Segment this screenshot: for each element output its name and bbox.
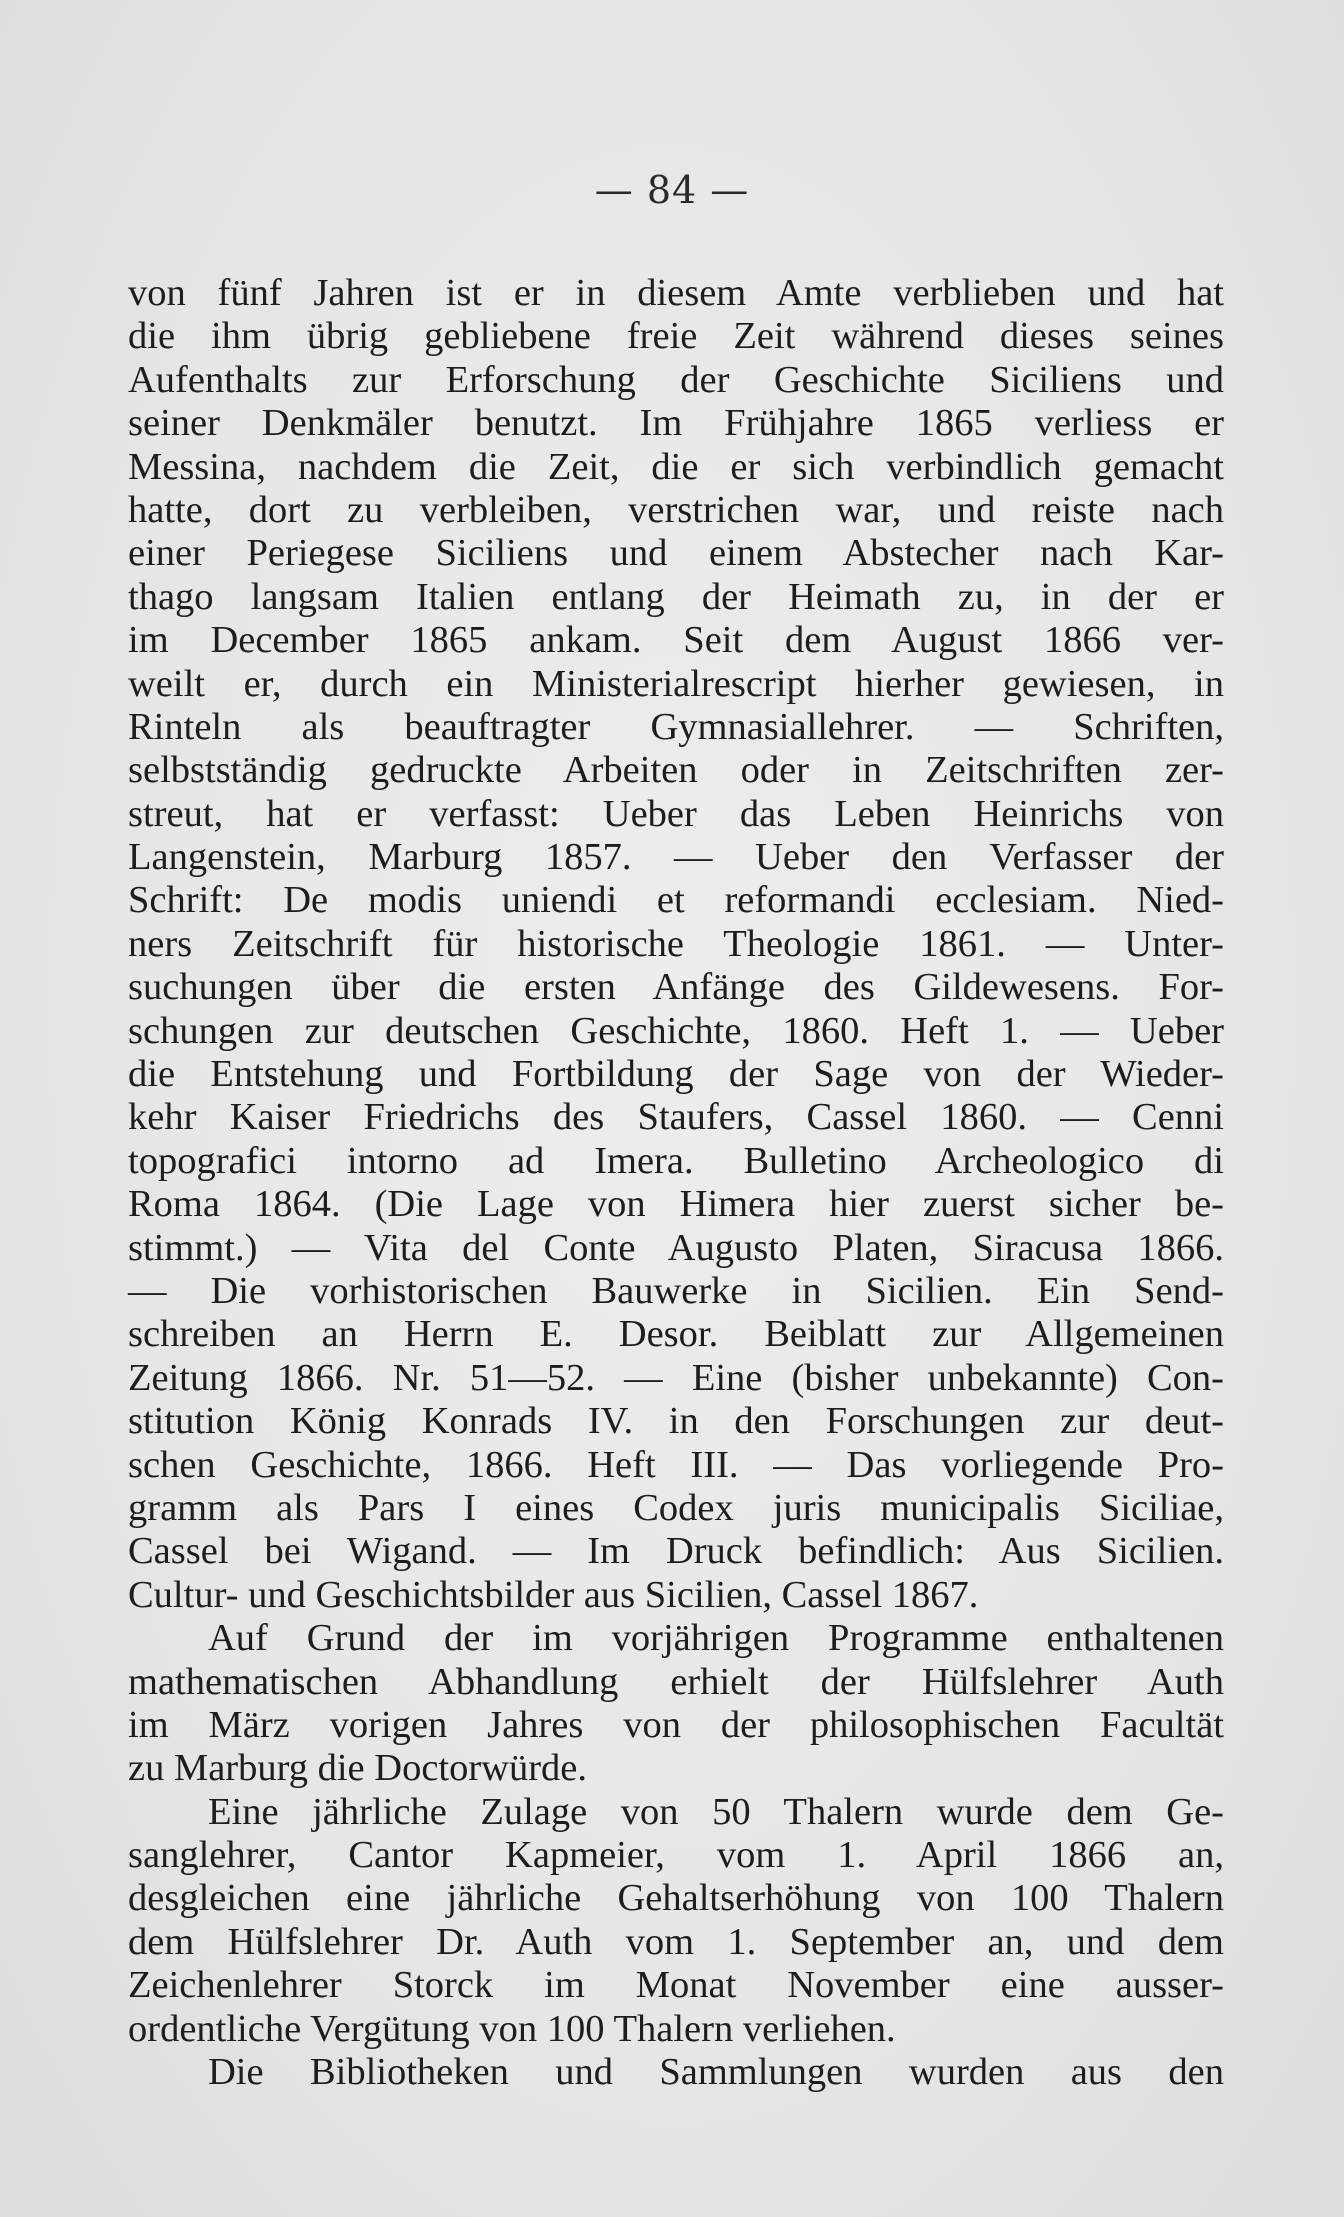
- text-line: zu Marburg die Doctorwürde.: [128, 1747, 588, 1790]
- text-line: thago langsam Italien entlang der Heimath zu, in der er: [128, 575, 1224, 618]
- text-line: Die Bibliotheken und Sammlungen wurden aus den: [208, 2051, 1224, 2094]
- text-line: Rinteln als beauftragter Gymnasiallehrer. — Schriften,: [128, 705, 1224, 748]
- text-line: hatte, dort zu verbleiben, verstrichen war, und reiste nach: [128, 488, 1224, 531]
- text-line: kehr Kaiser Friedrichs des Staufers, Cassel 1860. — Cenni: [128, 1096, 1224, 1139]
- text-line: schreiben an Herrn E. Desor. Beiblatt zur Allgemeinen: [128, 1313, 1224, 1356]
- text-line: Auf Grund der im vorjährigen Programme enthaltenen: [208, 1617, 1224, 1660]
- text-line: Aufenthalts zur Erforschung der Geschichte Siciliens und: [128, 358, 1224, 401]
- text-line: Cultur- und Geschichtsbilder aus Sicilien, Cassel 1867.: [128, 1573, 979, 1616]
- text-line: topografici intorno ad Imera. Bulletino Archeologico di: [128, 1139, 1224, 1182]
- text-line: Zeichenlehrer Storck im Monat November eine ausser-: [128, 1964, 1224, 2007]
- text-line: — Die vorhistorischen Bauwerke in Sicilien. Ein Send-: [128, 1269, 1224, 1312]
- text-line: Eine jährliche Zulage von 50 Thalern wurde dem Ge-: [208, 1790, 1224, 1833]
- text-line: schen Geschichte, 1866. Heft III. — Das vorliegende Pro-: [128, 1443, 1224, 1486]
- text-line: ners Zeitschrift für historische Theologie 1861. — Unter-: [128, 922, 1224, 965]
- body-text: [128, 272, 1224, 2094]
- text-line: Schrift: De modis uniendi et reformandi ecclesiam. Nied-: [128, 879, 1224, 922]
- text-line: mathematischen Abhandlung erhielt der Hülfslehrer Auth: [128, 1660, 1224, 1703]
- text-line: desgleichen eine jährliche Gehaltserhöhung von 100 Thalern: [128, 1877, 1224, 1920]
- text-line: die ihm übrig gebliebene freie Zeit während dieses seines: [128, 315, 1224, 358]
- text-line: suchungen über die ersten Anfänge des Gildewesens. For-: [128, 966, 1224, 1009]
- text-line: stitution König Konrads IV. in den Forschungen zur deut-: [128, 1400, 1224, 1443]
- text-line: im December 1865 ankam. Seit dem August 1866 ver-: [128, 619, 1224, 662]
- text-line: weilt er, durch ein Ministerialrescript hierher gewiesen, in: [128, 662, 1224, 705]
- text-line: dem Hülfslehrer Dr. Auth vom 1. September an, und dem: [128, 1920, 1224, 1963]
- text-line: im März vorigen Jahres von der philosophischen Facultät: [128, 1703, 1224, 1746]
- text-line: Zeitung 1866. Nr. 51—52. — Eine (bisher unbekannte) Con-: [128, 1356, 1224, 1399]
- text-line: ordentliche Vergütung von 100 Thalern verliehen.: [128, 2007, 896, 2050]
- text-line: streut, hat er verfasst: Ueber das Leben Heinrichs von: [128, 792, 1224, 835]
- text-line: sanglehrer, Cantor Kapmeier, vom 1. April 1866 an,: [128, 1834, 1224, 1877]
- text-line: seiner Denkmäler benutzt. Im Frühjahre 1865 verliess er: [128, 402, 1224, 445]
- text-line: gramm als Pars I eines Codex juris municipalis Siciliae,: [128, 1486, 1224, 1529]
- text-line: Roma 1864. (Die Lage von Himera hier zuerst sicher be-: [128, 1183, 1224, 1226]
- text-line: einer Periegese Siciliens und einem Abstecher nach Kar-: [128, 532, 1224, 575]
- text-line: von fünf Jahren ist er in diesem Amte verblieben und hat: [128, 272, 1224, 314]
- page-number: — 84 —: [594, 168, 750, 212]
- text-line: Cassel bei Wigand. — Im Druck befindlich: Aus Sicilien.: [128, 1530, 1224, 1573]
- text-line: schungen zur deutschen Geschichte, 1860. Heft 1. — Ueber: [128, 1009, 1224, 1052]
- text-line: selbstständig gedruckte Arbeiten oder in Zeitschriften zer-: [128, 749, 1224, 792]
- text-line: stimmt.) — Vita del Conte Augusto Platen, Siracusa 1866.: [128, 1226, 1224, 1269]
- text-line: die Entstehung und Fortbildung der Sage von der Wieder-: [128, 1053, 1224, 1096]
- text-line: Langenstein, Marburg 1857. — Ueber den Verfasser der: [128, 836, 1224, 879]
- text-line: Messina, nachdem die Zeit, die er sich verbindlich gemacht: [128, 445, 1224, 488]
